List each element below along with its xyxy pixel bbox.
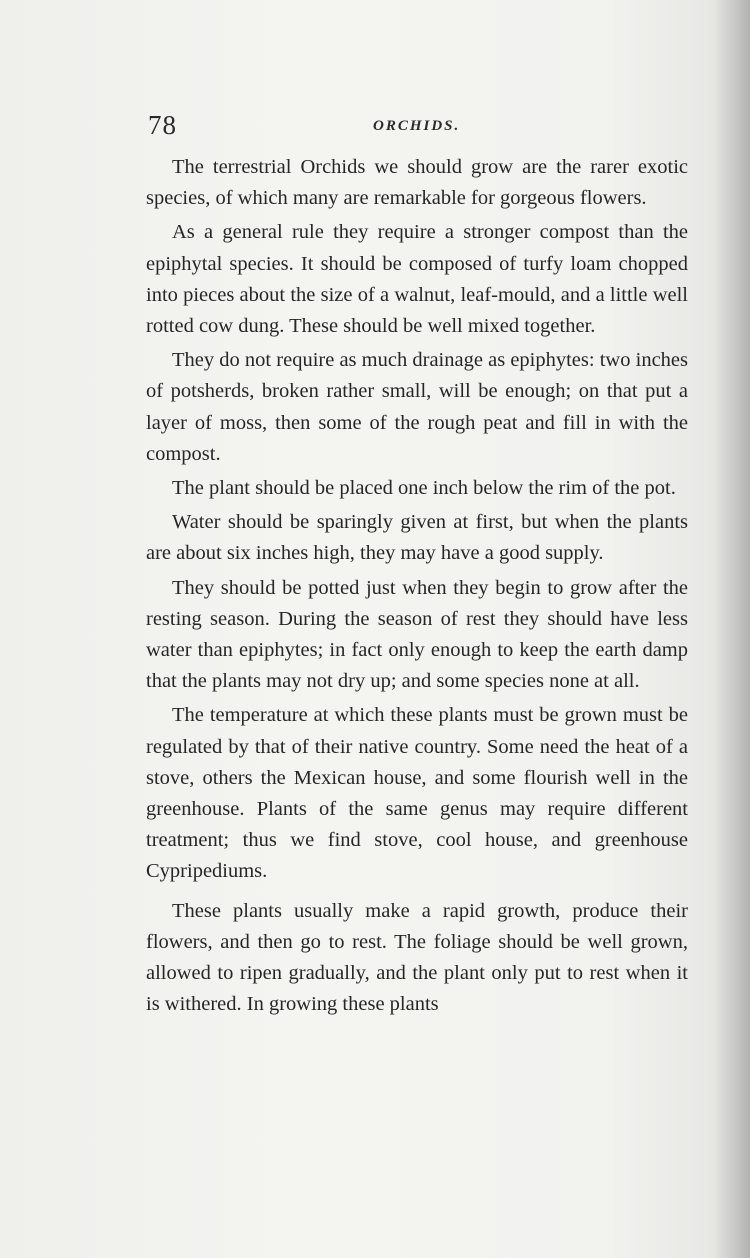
running-title: ORCHIDS. — [373, 118, 461, 134]
page-gutter-shadow — [714, 0, 750, 1258]
paragraph: They do not require as much drainage as epiphytes: two inches of potsherds, broken rather small, will be enough; on that put a layer of moss, then some of the rough peat and fill in with the compost. — [146, 349, 688, 465]
paragraph: They should be potted just when they begin to grow after the resting season. During the season of rest they should have less water than epiphytes; in fact only enough to keep the earth damp that the plants may not dry up; and some species none at all. — [146, 576, 688, 693]
paragraph: The temperature at which these plants must be grown must be regulated by that of their native country. Some need the heat of a stove, others the Mexican house, and some flourish well in the greenhouse. Plants of the same genus may require different treatment; thus we find stove, cool house, and greenhouse Cypripediums. — [146, 704, 688, 883]
running-head — [148, 110, 688, 146]
paragraph: The terrestrial Orchids we should grow are the rarer exotic species, of which many are remarkable for gorgeous flowers. — [146, 156, 688, 210]
page-number: 78 — [148, 110, 177, 140]
paragraph: The plant should be placed one inch below the rim of the pot. — [172, 477, 676, 500]
body-text — [146, 152, 688, 1023]
paragraph: As a general rule they require a stronger compost than the epiphytal species. It should be composed of turfy loam chopped into pieces about the size of a walnut, leaf-mould, and a little well rotted cow dung. These should be well mixed together. — [146, 221, 688, 338]
paragraph: These plants usually make a rapid growth, produce their flowers, and then go to rest. The foliage should be well grown, allowed to ripen gradually, and the plant only put to rest when it is withered. In growing these plants — [146, 899, 688, 1016]
paragraph: Water should be sparingly given at first, but when the plants are about six inches high, they may have a good supply. — [146, 511, 688, 565]
